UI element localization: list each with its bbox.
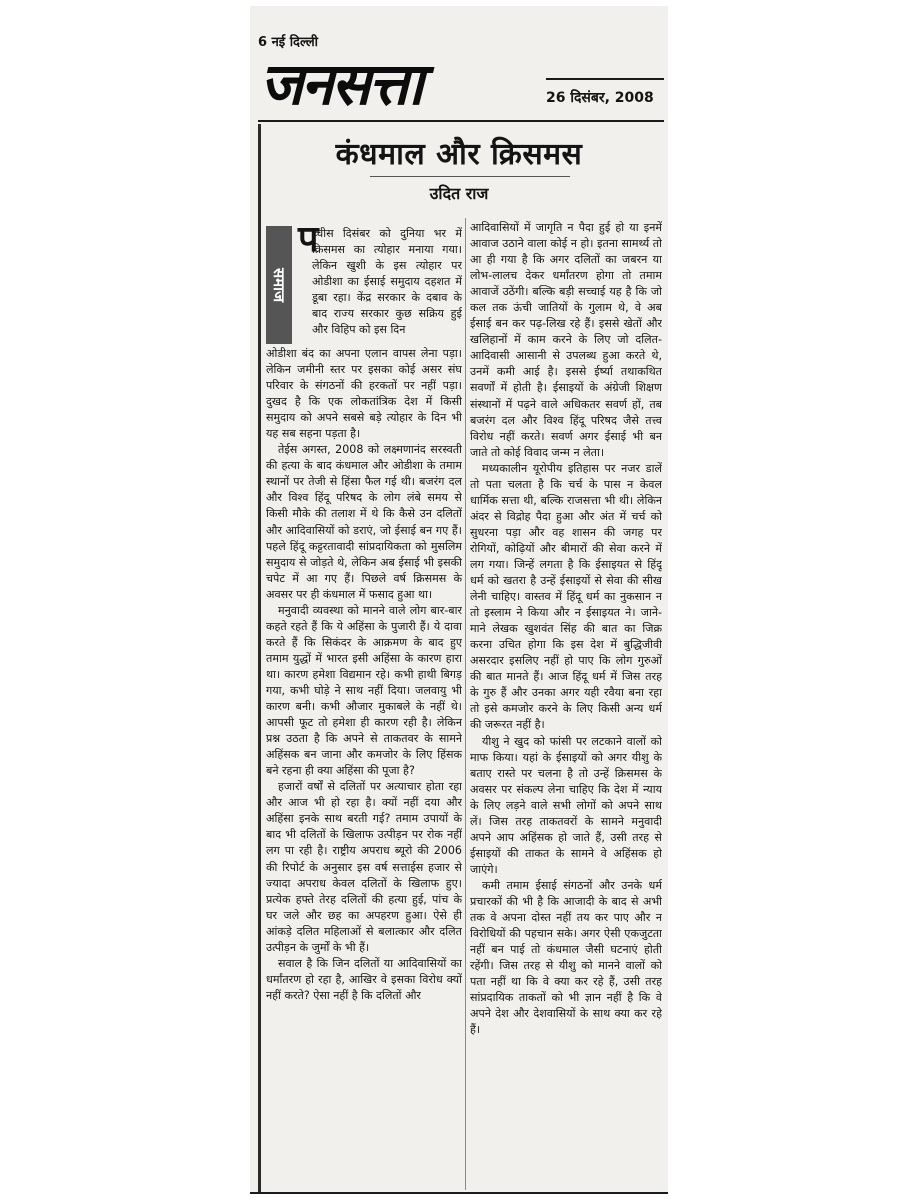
paragraph: तेईस अगस्त, 2008 को लक्ष्मणानंद सरस्वती की हत्या के बाद कंधमाल और ओडीशा के तमाम स्थानों पर तेजी से हिंसा फैल गई थी। बजरंग दल और विश्व हिंदू परिषद के लोग लंबे समय से किसी मौके की तलाश में थे कि कैसे उन दलितों और आदिवासियों को डराएं, जो ईसाई बन गए हैं। पहले हिंदू कट्टरतावादी सांप्रदायिकता को मुसलिम समुदाय से जोड़ते थे, लेकिन अब ईसाई भी इसकी चपेट में आ गए हैं। पिछले वर्ष क्रिसमस के अवसर पर ही कंधमाल में फसाद हुआ था। bbox=[266, 443, 462, 601]
intro-text: च्चीस दिसंबर को दुनिया भर में क्रिसमस का त्योहार मनाया गया। लेकिन खुशी के इस त्योहार पर ओडीशा का ईसाई समुदाय दहशत में डूबा रहा। केंद्र सरकार के दबाव के बाद राज्य सरकार कुछ सक्रिय हुई और विहिप को इस दिन bbox=[312, 227, 462, 337]
paragraph: हजारों वर्षों से दलितों पर अत्याचार होता रहा और आज भी हो रहा है। क्यों नहीं दया और अहिंसा इनके साथ बरती गई? तमाम उपायों के बाद भी दलितों के खिलाफ उत्पीड़न पर रोक नहीं लग पा रही है। राष्ट्रीय अपराध ब्यूरो की 2006 की रिपोर्ट के अनुसार इस वर्ष सत्ताईस हजार से ज्यादा अपराध केवल दलितों के खिलाफ हुए। प्रत्येक हफ्ते तेरह दलितों की हत्या हुई, पांच के घर जले और छह का अपहरण हुआ। ऐसे ही आंकड़े दलित महिलाओं से बलात्कार और दलित उत्पीड़न के जुर्मों के भी हैं। bbox=[266, 780, 462, 954]
article-title: कंधमाल और क्रिसमस bbox=[335, 137, 583, 172]
right-column bbox=[470, 220, 662, 1192]
bottom-rule bbox=[250, 1192, 668, 1194]
paragraph: आदिवासियों में जागृति न पैदा हुई हो या इनमें आवाज उठाने वाला कोई न हो। इतना सामर्थ्य तो आ ही गया है कि अगर दलितों का जबरन या लोभ-लालच देकर धर्मांतरण होगा तो तमाम आवाजें उठेंगी। बल्कि बड़ी सच्चाई यह है कि जो कल तक ऊंची जातियों के गुलाम थे, वे अब ईसाई बन कर पढ़-लिख रहे हैं। इससे खेतों और खलिहानों में काम करने के लिए जो दलित-आदिवासी आसानी से उपलब्ध हुआ करते थे, उनमें कमी आई है। इससे ईर्ष्या तथाकथित सवर्णों में होती है। ईसाइयों के अंग्रेजी शिक्षण संस्थानों में पढ़ने वाले अधिकतर सवर्ण हों, तब बजरंग दल और विश्व हिंदू परिषद जैसे तत्त्व विरोध नहीं करते। सवर्ण अगर ईसाई भी बन जाते तो कोई विवाद जन्म न लेता। bbox=[470, 221, 662, 459]
left-column bbox=[266, 346, 462, 1192]
header-divider bbox=[258, 120, 664, 122]
masthead: जनसत्ता bbox=[260, 50, 422, 118]
page-location: 6 नई दिल्ली bbox=[258, 35, 319, 50]
paragraph: मध्यकालीन यूरोपीय इतिहास पर नजर डालें तो पता चलता है कि चर्च के पास न केवल धार्मिक सत्ता थी, बल्कि राजसत्ता भी थी। लेकिन अंदर से विद्रोह पैदा हुआ और अंत में चर्च को सुधरना पड़ा और वह शासन की जगह पर रोगियों, कोढ़ियों और बीमारों की सेवा करने में लग गया। जिन्हें लगता है कि ईसाइयत से हिंदू धर्म को खतरा है उन्हें ईसाइयों से सेवा की सीख लेनी चाहिए। वास्तव में हिंदू धर्म का नुकसान न तो इस्लाम ने किया और न ईसाइयत ने। जाने-माने लेखक खुशवंत सिंह की बात का जिक्र करना उचित होगा कि इस देश में बुद्धिजीवी असरदार इसलिए नहीं हो पाए कि लोग गुरुओं की बात मानते हैं। आज हिंदू धर्म में जिस तरह के गुरु हैं और उनका अगर यही रवैया बना रहा तो इसे कमजोर करने के लिए किसी अन्य धर्म की जरूरत नहीं है। bbox=[470, 461, 662, 732]
intro-paragraph bbox=[312, 226, 462, 350]
left-border bbox=[258, 124, 261, 1194]
paragraph: सवाल है कि जिन दलितों या आदिवासियों का धर्मांतरण हो रहा है, आखिर वे इसका विरोध क्यों नहीं करते? ऐसा नहीं है कि दलितों और bbox=[266, 956, 462, 1002]
issue-date: 26 दिसंबर, 2008 bbox=[546, 90, 654, 106]
newspaper-clipping bbox=[250, 6, 668, 1194]
drop-cap: प bbox=[298, 219, 319, 260]
masthead-rule bbox=[546, 78, 664, 80]
byline-divider bbox=[370, 176, 570, 177]
paragraph: यीशु ने खुद को फांसी पर लटकाने वालों को माफ किया। यहां के ईसाइयों को अगर यीशु के बताए रास्ते पर चलना है तो उन्हें क्रिसमस के अवसर पर संकल्प लेना चाहिए कि देश में न्याय के लिए लड़ने वाले सभी लोगों को अपने साथ लें। जिस तरह ताकतवरों के सामने मनुवादी अपने आप अहिंसक हो जाते हैं, उसी तरह से ईसाइयों की ताकत के सामने वे अहिंसक हो जाएंगे। bbox=[470, 734, 662, 876]
paragraph: कमी तमाम ईसाई संगठनों और उनके धर्म प्रचारकों की भी है कि आजादी के बाद से अभी तक वे अपना दोस्त नहीं तय कर पाए और न विरोधियों की पहचान सके। अगर ऐसी एकजुटता नहीं बन पाई तो कंधमाल जैसी घटनाएं होती रहेंगी। जिस तरह से यीशु को मानने वालों को पता नहीं था कि वे क्या कर रहे हैं, उसी तरह सांप्रदायिक ताकतों को भी ज्ञान नहीं है कि वे अपने देश और देशवासियों के साथ क्या कर रहे हैं। bbox=[470, 878, 662, 1037]
paragraph: मनुवादी व्यवस्था को मानने वाले लोग बार-बार कहते रहते हैं कि ये अहिंसा के पुजारी हैं। ये दावा करते हैं कि सिकंदर के आक्रमण के बाद हुए तमाम युद्धों में भारत इसी अहिंसा के कारण हारा था। कारण हमेशा विद्यमान रहे। कभी हाथी बिगड़ गया, कभी घोड़े ने साथ नहीं दिया। जलवायु भी कारण बनी। कभी औजार मुकाबले के नहीं थे। आपसी फूट तो हमेशा ही कारण रही है। लेकिन प्रश्न उठता है कि अपने से ताकतवर के सामने अहिंसक बन जाना और कमजोर के लिए हिंसक बने रहना ही क्या अहिंसा की पूजा है? bbox=[266, 603, 462, 778]
column-divider bbox=[465, 218, 466, 1190]
article-author: उदित राज bbox=[429, 184, 489, 203]
paragraph: ओडीशा बंद का अपना एलान वापस लेना पड़ा। लेकिन जमीनी स्तर पर इसका कोई असर संघ परिवार के संगठनों की हरकतों पर नहीं पड़ा। दुखद है कि एक लोकतांत्रिक देश में किसी समुदाय को अपने सबसे बड़े त्योहार के दिन भी यह सब सहना पड़ता है। bbox=[266, 347, 462, 441]
section-tag: समाज bbox=[266, 226, 292, 344]
